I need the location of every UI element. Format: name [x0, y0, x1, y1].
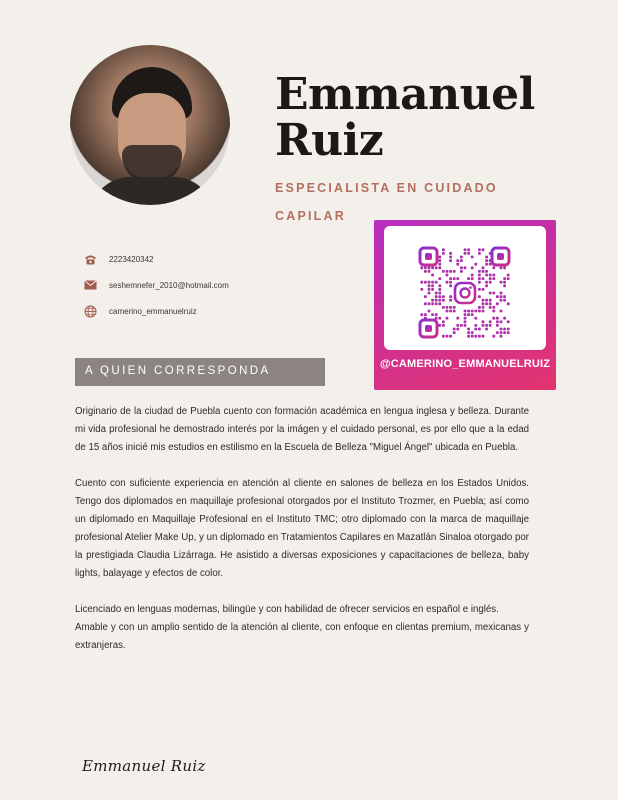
role-line-2: CAPILAR — [275, 209, 346, 223]
section-title: A QUIEN CORRESPONDA — [85, 365, 271, 377]
paragraph-2: Cuento con suficiente experiencia en atención al cliente en salones de belleza en los Estados Unidos. Tengo dos diplomados en maquillaje profesional otorgados por el Instituto Trozmer, en Puebla; así como un diplomado en Maquillaje Profesional en el Instituto TMC; otro diplomado con la marca de maquillaje profesional Atelier Make Up, y un diplomado en Tratamientos Capilares en Mazatlán Sinaloa otorgado por la prestigiada Claudia Lizárraga. He asistido a diversas exposiciones y capacitaciones de belleza, baby lights, balayage y efectos de color. — [75, 478, 529, 579]
role-line-1: ESPECIALISTA EN CUIDADO — [275, 181, 498, 195]
contact-list — [83, 246, 229, 324]
instagram-qr-card[interactable] — [374, 220, 556, 390]
name-heading — [275, 69, 535, 166]
contact-email — [83, 272, 229, 298]
contact-web — [83, 298, 229, 324]
qr-code — [384, 226, 546, 350]
profile-photo — [70, 45, 230, 205]
first-name: Emmanuel — [275, 69, 535, 120]
paragraph-1: Originario de la ciudad de Puebla cuento con formación académica en lengua inglesa y belleza. Durante mi vida profesional he demostrado interés por la imágen y el cuidado personal, es por ello que a la edad de 15 años inicié mis estudios en estilismo en la Escuela de Belleza "Miguel Ángel" ubicada en Puebla. — [75, 406, 529, 453]
section-banner — [75, 358, 325, 386]
last-name: Ruiz — [275, 115, 384, 166]
paragraph-3: Licenciado en lenguas modernas, bilingüe y con habilidad de ofrecer servicios en español e inglés. — [75, 604, 499, 615]
contact-phone — [83, 246, 229, 272]
email-text[interactable]: seshemnefer_2010@hotmail.com — [109, 280, 229, 290]
instagram-handle: @CAMERINO_EMMANUELRUIZ — [379, 358, 551, 370]
globe-icon — [83, 304, 97, 318]
paragraph-4: Amable y con un amplio sentido de la atención al cliente, con enfoque en clientas premium, mexicanas y extranjeras. — [75, 622, 529, 651]
letter-body — [75, 403, 529, 673]
phone-text[interactable]: 2223420342 — [109, 254, 154, 264]
signature: Emmanuel Ruiz — [82, 757, 206, 775]
phone-icon — [83, 252, 97, 266]
mail-icon — [83, 278, 97, 292]
web-text[interactable]: camerino_emmanuelruiz — [109, 306, 197, 316]
